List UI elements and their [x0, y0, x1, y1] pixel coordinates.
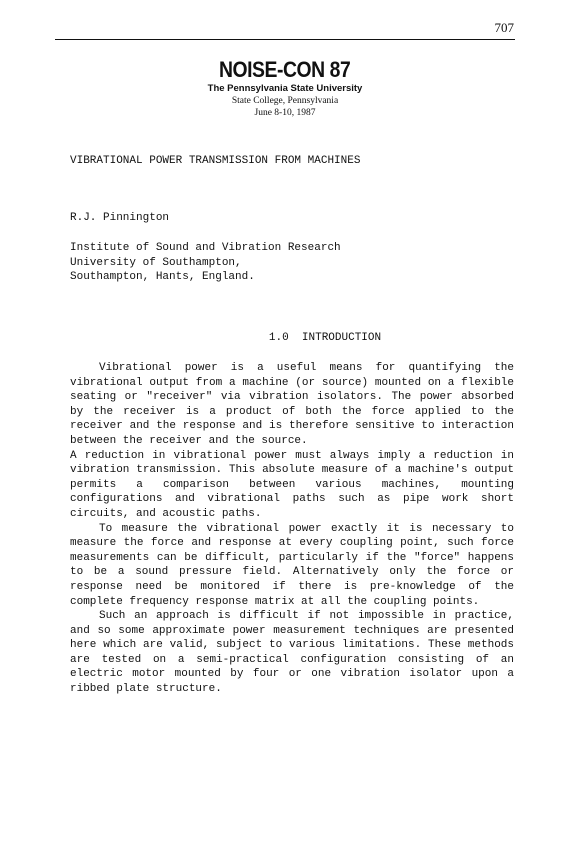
- affiliation-line: Institute of Sound and Vibration Research: [70, 242, 341, 254]
- conference-dates: June 8-10, 1987: [254, 108, 316, 118]
- body-paragraph: To measure the vibrational power exactly it is necessary to measure the force and response at every coupling point, such force measurements can be difficult, particularly if the "force" happens to be a sound pressure field. Alternatively only the force or response need be monitored if there is pre-knowledge of the complete frequency response matrix at all the coupling points.: [70, 522, 514, 608]
- conference-title: NOISE-CON 87: [219, 57, 351, 82]
- affiliation-line: University of Southampton,: [70, 256, 242, 269]
- conference-header: [0, 57, 570, 119]
- paper-author: R.J. Pinnington: [70, 212, 170, 224]
- page-number: 707: [494, 20, 514, 35]
- section-heading: 1.0 INTRODUCTION: [268, 332, 382, 344]
- paper-title: VIBRATIONAL POWER TRANSMISSION FROM MACHINES: [70, 155, 361, 167]
- conference-location: State College, Pennsylvania: [231, 96, 339, 106]
- body-paragraph: A reduction in vibrational power must always imply a reduction in vibration transmission. This absolute measure of a machine's output permits a comparison between various machines, mounting configurations and vibrational paths such as pipe work short circuits, and acoustic paths.: [70, 449, 514, 520]
- author-affiliation: [70, 241, 514, 285]
- body-text: [70, 361, 514, 697]
- body-paragraph: Vibrational power is a useful means for quantifying the vibrational output from a machine (or source) mounted on a flexible seating or "receiver" via vibration isolators. The power absorbed by the receiver is a product of both the force applied to the receiver and the response and is therefore sensitive to interaction between the receiver and the source.: [70, 362, 514, 447]
- conference-university: The Pennsylvania State University: [207, 83, 363, 94]
- header-rule: [55, 39, 515, 40]
- body-paragraph: Such an approach is difficult if not impossible in practice, and so some approximate power measurement techniques are presented here which are valid, subject to various limitations. These methods are tested on a semi-practical configuration consisting of an electric motor mounted by four or one vibration isolator upon a ribbed plate structure.: [70, 610, 514, 696]
- affiliation-line: Southampton, Hants, England.: [70, 271, 255, 284]
